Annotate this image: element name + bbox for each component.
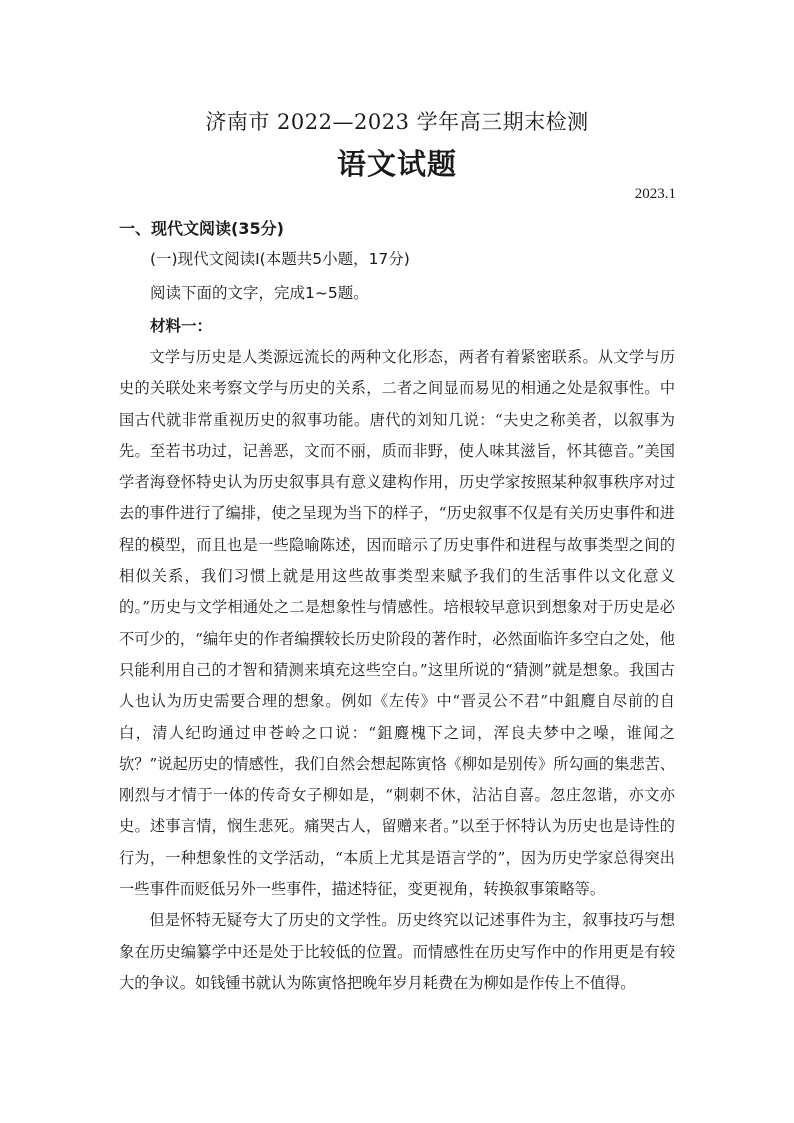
exam-date: 2023.1 bbox=[634, 186, 676, 202]
exam-title: 济南市 2022—2023 学年高三期末检测 bbox=[205, 110, 589, 134]
instruction-text: 阅读下面的文字，完成1~5题。 bbox=[150, 284, 369, 302]
passage-paragraph-1: 文学与历史是人类源远流长的两种文化形态，两者有着紧密联系。从文学与历史的关联处来考察文学与历史的关系，二者之间显而易见的相通之处是叙事性。中国古代就非常重视历史的叙事功能。唐代的刘知几说：“夫史之称美者，以叙事为先。至若书功过，记善恶，文而不丽，质而非野，使人味其滋旨，怀其德音。”美国学者海登怀特史认为历史叙事具有意义建构作用，历史学家按照某种叙事秩序对过去的事件进行了编排，使之呈现为当下的样子，“历史叙事不仅是有关历史事件和进程的模型，而且也是一些隐喻陈述，因而暗示了历史事件和进程与故事类型之间的相似关系，我们习惯上就是用这些故事类型来赋予我们的生活事件以文化意义的。”历史与文学相通处之二是想象性与情感性。培根较早意识到想象对于历史是必不可少的，“编年史的作者编撰较长历史阶段的著作时，必然面临许多空白之处，他只能利用自己的才智和猜测来填充这些空白。”这里所说的“猜测”就是想象。我国古人也认为历史需要合理的想象。例如《左传》中“晋灵公不君”中鉏麑自尽前的自白，清人纪昀通过申苍岭之口说：“鉏麑槐下之词，浑良夫梦中之噪，谁闻之欤？”说起历史的情感性，我们自然会想起陈寅恪《柳如是别传》所勾画的集悲苦、刚烈与才情于一体的传奇女子柳如是，“刺刺不休，沾沾自喜。忽庄忽谐，亦文亦史。述事言情，悯生悲死。痛哭古人，留赠来者。”以至于怀特认为历史也是诗性的行为，一种想象性的文学活动，“本质上尤其是语言学的”，因为历史学家总得突出一些事件而贬低另外一些事件，描述特征，变更视角，转换叙事策略等。 bbox=[119, 348, 675, 899]
subsection-heading: (一)现代文阅读Ⅰ(本题共5小题，17分) bbox=[150, 250, 410, 268]
passage-paragraph-2: 但是怀特无疑夸大了历史的文学性。历史终究以记述事件为主，叙事技巧与想象在历史编纂学中还是处于比较低的位置。而情感性在历史写作中的作用更是有较大的争议。如钱锺书就认为陈寅恪把晚年岁月耗费在为柳如是作传上不值得。 bbox=[119, 911, 675, 992]
passage-body bbox=[119, 342, 675, 999]
subject-title: 语文试题 bbox=[336, 147, 457, 181]
section-heading: 一、现代文阅读(35分) bbox=[119, 219, 284, 238]
material-label: 材料一： bbox=[150, 317, 213, 335]
